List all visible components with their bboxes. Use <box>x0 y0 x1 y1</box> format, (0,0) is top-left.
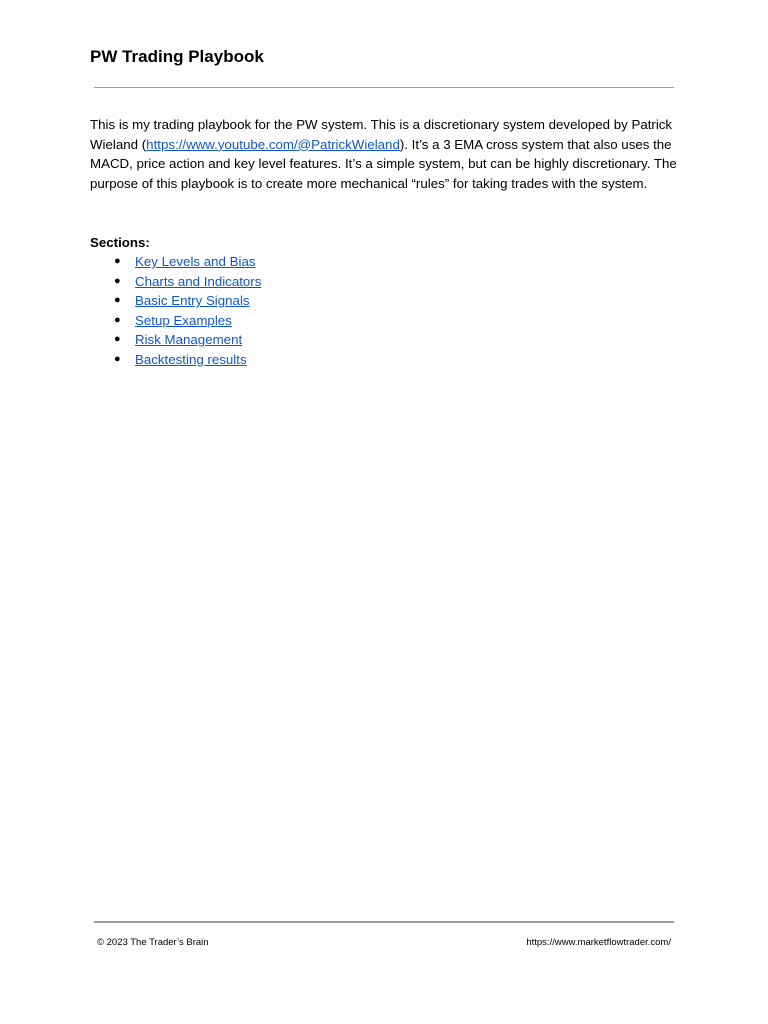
section-link-charts-indicators[interactable]: Charts and Indicators <box>135 273 262 289</box>
intro-text-after-link: ). It’s a 3 EMA cross system that also uses the MACD, price action and key level features. It’s a simple system, but can be highly discretionary. The purpose of this playbook is to create more mechanical “rules” for taking trades with the system. <box>90 136 677 191</box>
bullet-icon: ● <box>114 294 121 307</box>
header-divider <box>94 87 674 88</box>
sections-heading: Sections: <box>90 235 150 250</box>
section-item-basic-entry-signals <box>90 291 261 311</box>
youtube-channel-link[interactable]: https://www.youtube.com/@PatrickWieland <box>146 136 400 152</box>
section-link-backtesting-results[interactable]: Backtesting results <box>135 351 247 367</box>
bullet-icon: ● <box>114 255 121 267</box>
bullet-icon: ● <box>114 352 121 365</box>
page-title: PW Trading Playbook <box>90 47 264 66</box>
section-link-risk-management[interactable]: Risk Management <box>135 332 243 348</box>
footer-website-url: https://www.marketflowtrader.com/ <box>526 937 671 948</box>
section-link-setup-examples[interactable]: Setup Examples <box>135 312 232 328</box>
intro-paragraph <box>90 115 680 193</box>
section-item-setup-examples <box>90 311 261 331</box>
footer-divider <box>94 921 674 923</box>
bullet-icon: ● <box>114 333 121 346</box>
footer-copyright: © 2023 The Trader’s Brain <box>97 937 209 948</box>
sections-list <box>90 252 261 370</box>
section-item-key-levels <box>90 252 261 272</box>
section-item-charts-indicators <box>90 272 261 292</box>
bullet-icon: ● <box>114 313 121 326</box>
intro-text-before-link: This is my trading playbook for the PW system. This is a discretionary system developed by Patrick Wieland ( <box>90 117 673 152</box>
section-link-key-levels[interactable]: Key Levels and Bias <box>135 254 256 269</box>
section-item-risk-management <box>90 330 261 350</box>
section-item-backtesting-results <box>90 350 261 370</box>
bullet-icon: ● <box>114 274 121 287</box>
section-link-basic-entry-signals[interactable]: Basic Entry Signals <box>135 293 250 309</box>
